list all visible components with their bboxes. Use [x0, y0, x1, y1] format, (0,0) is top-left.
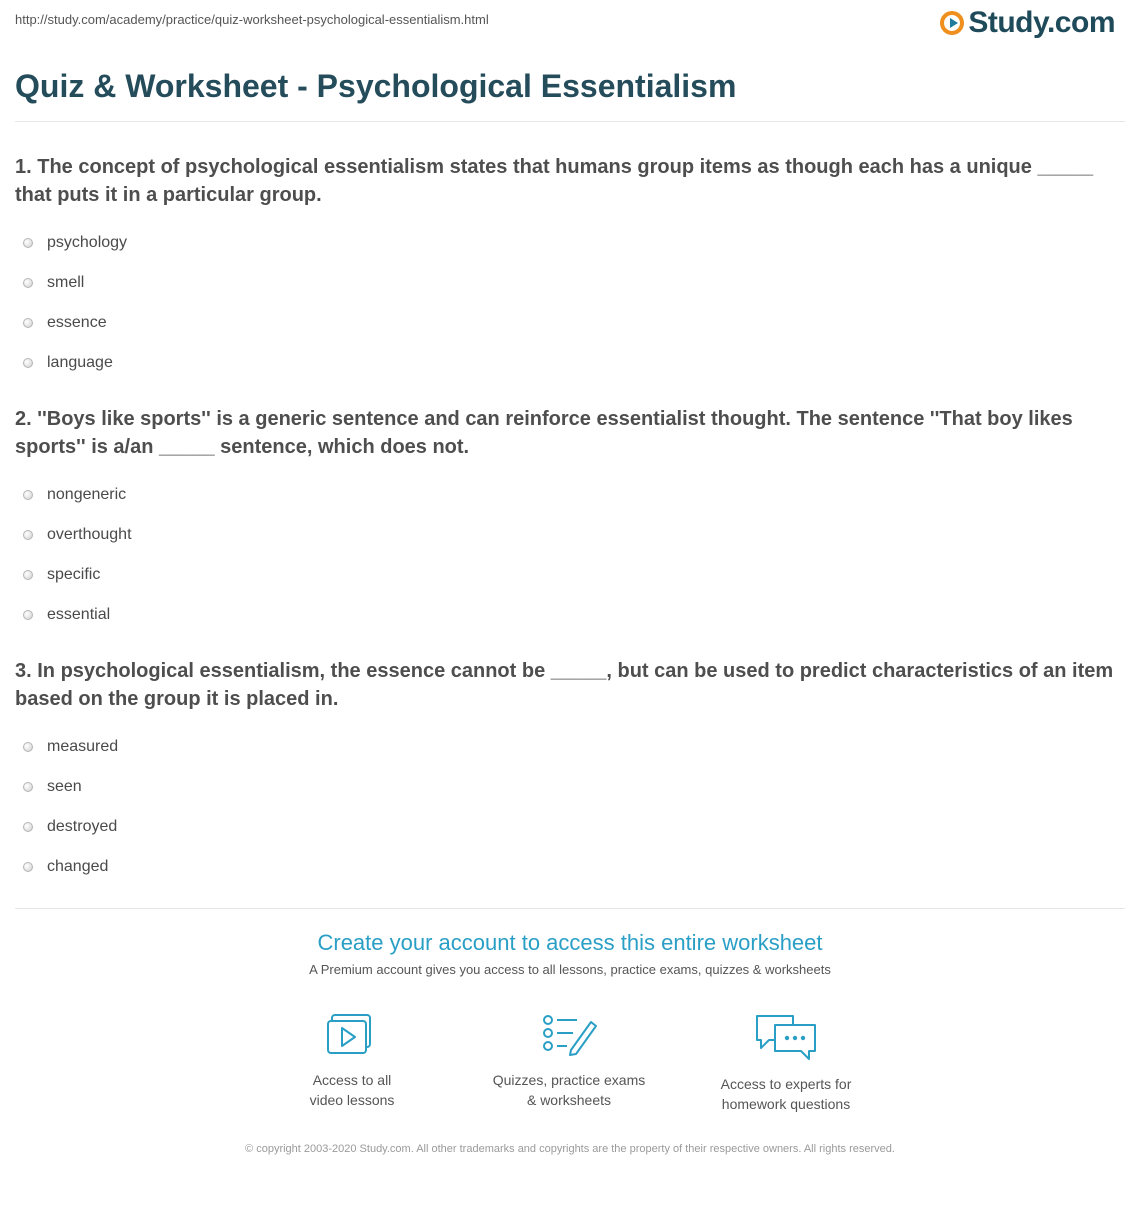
- expert-chat-icon: [753, 1012, 819, 1062]
- radio-button[interactable]: [23, 530, 33, 540]
- answer-option-label: nongeneric: [47, 486, 127, 503]
- answer-option-label: changed: [47, 858, 109, 875]
- answer-option-label: essential: [47, 606, 111, 623]
- answer-option-label: specific: [47, 566, 101, 583]
- radio-button[interactable]: [23, 822, 33, 832]
- feature-label-line1: Quizzes, practice exams: [492, 1072, 646, 1088]
- answer-option-label: language: [47, 354, 113, 371]
- cta-divider: [15, 908, 1125, 909]
- feature-label-line1: Access to experts for: [720, 1076, 852, 1092]
- answer-option-label: seen: [47, 778, 82, 795]
- answer-option[interactable]: [23, 847, 118, 887]
- title-divider: [15, 121, 1125, 122]
- radio-button[interactable]: [23, 782, 33, 792]
- answer-option[interactable]: [23, 767, 118, 807]
- question-2-options: [23, 475, 132, 635]
- question-3-text: 3. In psychological essentialism, the essence cannot be _____, but can be used to predict characteristics of an item based on the group it is placed in.: [15, 660, 1114, 710]
- feature-label-line2: video lessons: [309, 1092, 395, 1108]
- answer-option[interactable]: [23, 303, 127, 343]
- answer-option-label: psychology: [47, 234, 128, 251]
- question-3-options: [23, 727, 118, 887]
- copyright-notice: © copyright 2003-2020 Study.com. All other trademarks and copyrights are the property of their respective owners. All rights reserved.: [245, 1143, 895, 1155]
- premium-description: A Premium account gives you access to all lessons, practice exams, quizzes & worksheets: [309, 962, 831, 977]
- quiz-checklist-icon: [539, 1012, 599, 1058]
- answer-option-label: destroyed: [47, 818, 118, 835]
- answer-option[interactable]: [23, 727, 118, 767]
- answer-option[interactable]: [23, 807, 118, 847]
- answer-option[interactable]: [23, 223, 127, 263]
- question-1: [15, 153, 1125, 371]
- feature-label-line2: & worksheets: [526, 1092, 612, 1108]
- play-logo-icon: [940, 11, 964, 35]
- answer-option-label: essence: [47, 314, 107, 331]
- create-account-link[interactable]: Create your account to access this entire worksheet: [317, 930, 823, 955]
- answer-option[interactable]: [23, 595, 132, 635]
- answer-option[interactable]: [23, 555, 132, 595]
- feature-experts: [686, 1012, 886, 1114]
- answer-option[interactable]: [23, 343, 127, 383]
- feature-video-lessons: [252, 1012, 452, 1110]
- radio-button[interactable]: [23, 490, 33, 500]
- radio-button[interactable]: [23, 570, 33, 580]
- question-1-text: 1. The concept of psychological essentialism states that humans group items as though each has a unique _____ that puts it in a particular group.: [15, 156, 1094, 206]
- answer-option[interactable]: [23, 475, 132, 515]
- video-lesson-icon: [322, 1012, 382, 1058]
- answer-option[interactable]: [23, 263, 127, 303]
- answer-option[interactable]: [23, 515, 132, 555]
- question-2: [15, 405, 1125, 623]
- logo-text: Study.com: [968, 6, 1115, 39]
- feature-quizzes: [469, 1012, 669, 1110]
- radio-button[interactable]: [23, 862, 33, 872]
- question-1-options: [23, 223, 127, 383]
- radio-button[interactable]: [23, 238, 33, 248]
- answer-option-label: smell: [47, 274, 85, 291]
- radio-button[interactable]: [23, 318, 33, 328]
- feature-label-line2: homework questions: [721, 1096, 851, 1112]
- radio-button[interactable]: [23, 278, 33, 288]
- page-url: http://study.com/academy/practice/quiz-worksheet-psychological-essentialism.html: [15, 12, 489, 27]
- study-logo[interactable]: [940, 6, 1115, 40]
- radio-button[interactable]: [23, 358, 33, 368]
- question-3: [15, 657, 1125, 875]
- top-bar: [15, 0, 1125, 50]
- radio-button[interactable]: [23, 742, 33, 752]
- feature-label-line1: Access to all: [312, 1072, 392, 1088]
- radio-button[interactable]: [23, 610, 33, 620]
- page-title: Quiz & Worksheet - Psychological Essentialism: [15, 68, 737, 104]
- answer-option-label: overthought: [47, 526, 132, 543]
- answer-option-label: measured: [47, 738, 119, 755]
- question-2-text: 2. ''Boys like sports'' is a generic sentence and can reinforce essentialist thought. The sentence ''That boy likes sports'' is a/an _____ sentence, which does not.: [15, 408, 1073, 458]
